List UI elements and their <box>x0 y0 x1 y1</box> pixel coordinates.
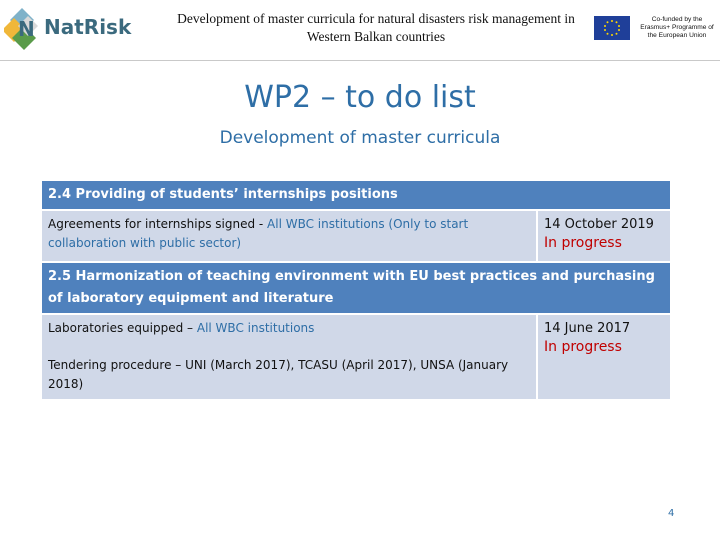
logo-wordmark: NatRisk <box>44 15 132 39</box>
section-heading-2-4: 2.4 Providing of students’ internships positions <box>42 181 670 211</box>
slide-subtitle: Development of master curricula <box>219 128 501 148</box>
task-deadline <box>538 315 670 399</box>
section-heading-2-5: 2.5 Harmonization of teaching environment with EU best practices and purchasing of laboratory equipment and literature <box>42 263 670 315</box>
task-text: Laboratories equipped – <box>48 321 197 335</box>
eu-cofunding-logo <box>594 16 716 42</box>
table-row <box>42 315 670 399</box>
status-badge: In progress <box>544 235 622 251</box>
todo-table <box>42 181 670 399</box>
tendering-text: Tendering procedure – UNI (March 2017), TCASU (April 2017), UNSA (January 2018) <box>48 358 509 391</box>
table-row <box>42 211 670 261</box>
natrisk-logo <box>4 6 132 52</box>
status-badge: In progress <box>544 339 622 355</box>
page-number: 4 <box>668 508 675 519</box>
task-deadline <box>538 211 670 261</box>
slide-header <box>0 0 720 61</box>
slide-title: WP2 – to do list <box>244 80 476 115</box>
task-institutions: All WBC institutions (Only to start collaboration with public sector) <box>48 217 469 250</box>
task-institutions: All WBC institutions <box>196 321 315 335</box>
eu-flag-icon <box>594 16 630 40</box>
task-description <box>42 315 538 399</box>
deadline-date: 14 June 2017 <box>544 321 631 336</box>
task-text: Agreements for internships signed - <box>48 217 268 231</box>
eu-cofunding-text: Co-funded by the Erasmus+ Programme of the European Union <box>640 16 714 39</box>
svg-text:N: N <box>18 17 35 41</box>
project-title: Development of master curricula for natural disasters risk management in Western Balkan countries <box>177 11 575 44</box>
task-description <box>42 211 538 261</box>
deadline-date: 14 October 2019 <box>544 217 654 232</box>
